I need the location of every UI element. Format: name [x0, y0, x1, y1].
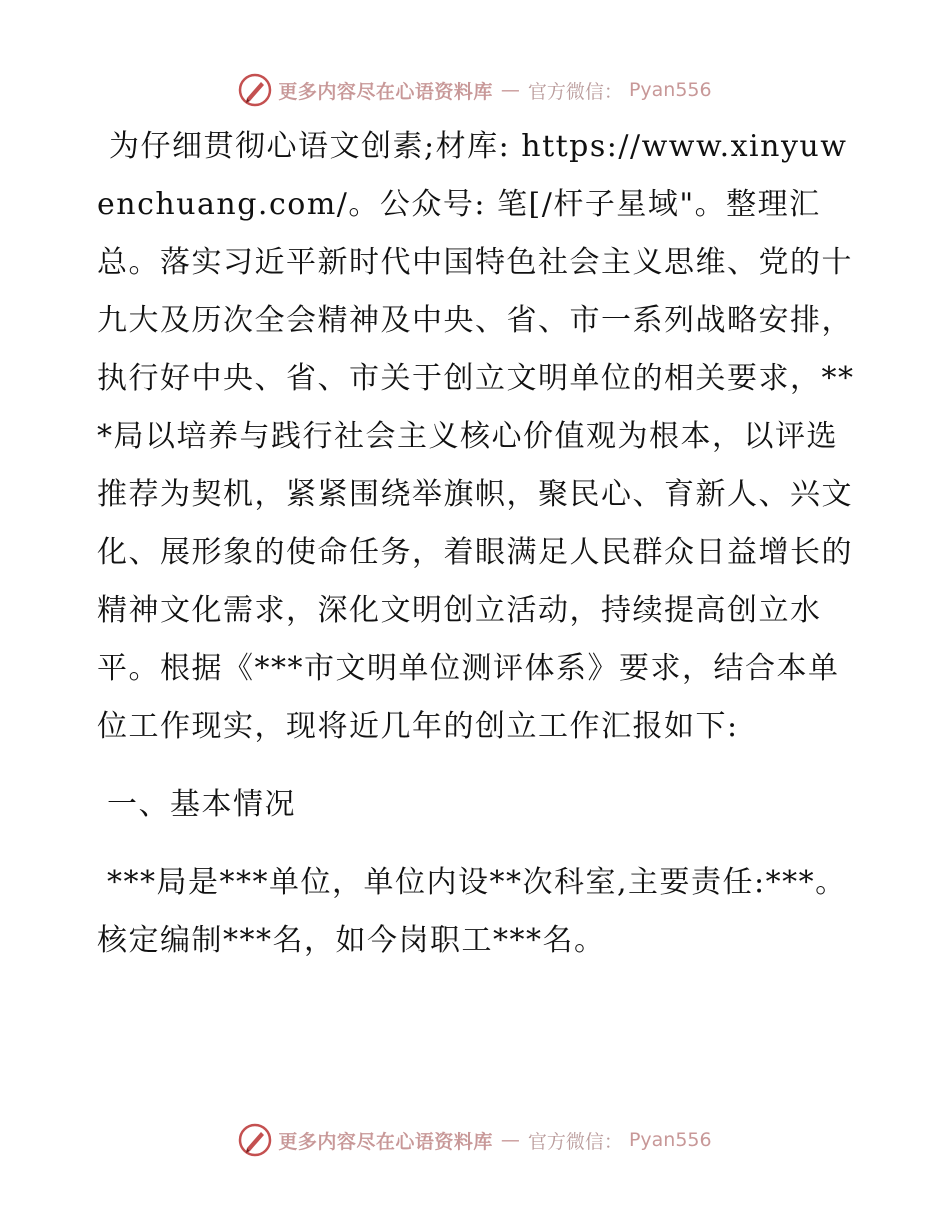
footer-banner — [0, 1120, 950, 1160]
banner-text: 更多内容尽在心语资料库 — [278, 80, 493, 103]
pen-logo-icon — [238, 1123, 272, 1157]
banner-label: 官方微信： — [527, 80, 623, 103]
intro-paragraph: 为仔细贯彻心语文创素;材库: https://www.xinyuwenchuang.com/。公众号: 笔[/杆子星域"。整理汇总。落实习近平新时代中国特色社会主义思维、党的十九大及历次全会精神及中央、省、市一系列战略安排，执行好中央、省、市关于创立文明单位的相关要求，***局以培养与践行社会主义核心价值观为根本，以评选推荐为契机，紧紧围绕举旗帜，聚民心、育新人、兴文化、展形象的使命任务，着眼满足人民群众日益增长的精神文化需求，深化文明创立活动，持续提高创立水平。根据《***市文明单位测评体系》要求，结合本单位工作现实，现将近几年的创立工作汇报如下: — [97, 129, 855, 744]
banner-separator: — — [500, 79, 520, 101]
banner-label: 官方微信： — [527, 1130, 623, 1153]
header-banner — [0, 70, 950, 110]
banner-wechat-id: Pyan556 — [628, 79, 712, 101]
banner-separator: — — [500, 1129, 520, 1151]
pen-logo-icon — [238, 73, 272, 107]
section-heading-basic-info: 一、基本情况 — [107, 787, 296, 822]
document-body — [97, 118, 857, 970]
banner-text: 更多内容尽在心语资料库 — [278, 1130, 493, 1153]
basic-info-paragraph: ***局是***单位，单位内设**次科室,主要责任:***。核定编制***名，如今岗职工***名。 — [97, 865, 847, 958]
banner-wechat-id: Pyan556 — [628, 1129, 712, 1151]
